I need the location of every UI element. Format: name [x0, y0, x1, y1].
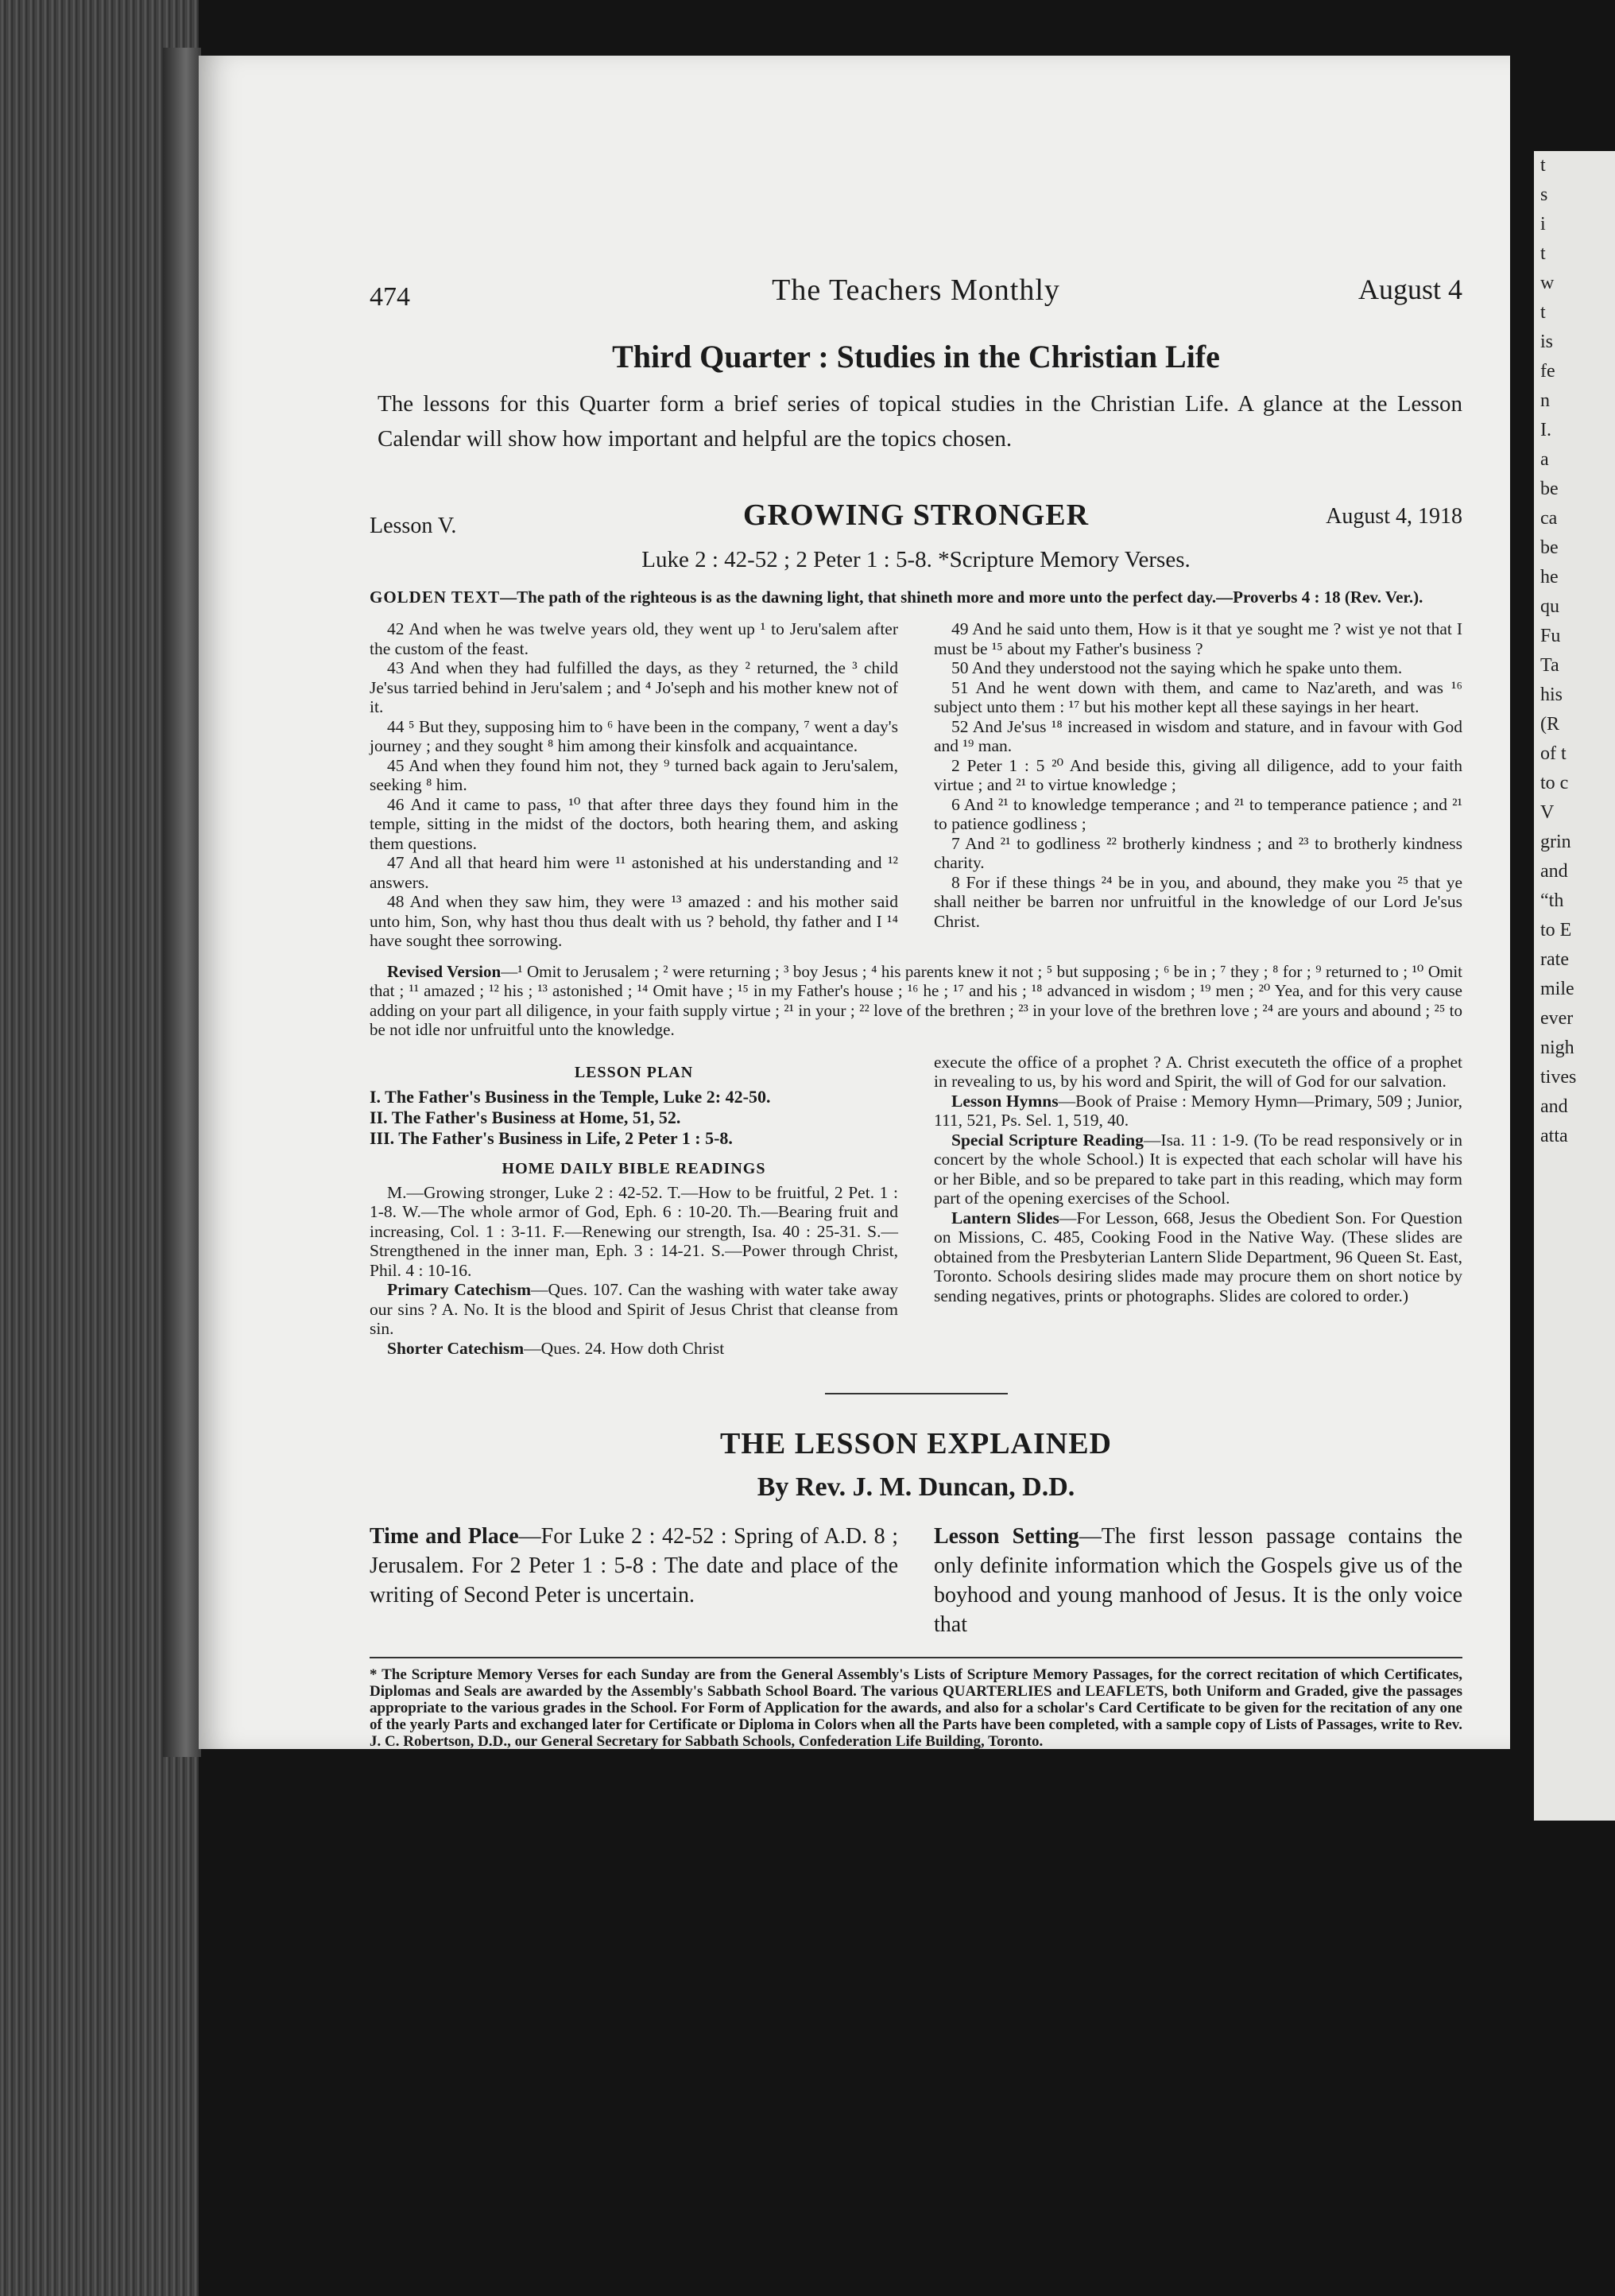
- shorter-catechism-label: Shorter Catechism: [387, 1338, 525, 1358]
- adjacent-page-fragment: qu: [1540, 596, 1559, 617]
- adjacent-page-fragment: (R: [1540, 714, 1559, 735]
- adjacent-page-fragment: i: [1540, 214, 1546, 235]
- revised-version: [370, 962, 1462, 1040]
- adjacent-page-fragment: t: [1540, 155, 1546, 176]
- lesson-number: Lesson V.: [370, 514, 457, 538]
- adjacent-page-fragment: tives: [1540, 1067, 1577, 1088]
- adjacent-page-fragment: ca: [1540, 508, 1558, 529]
- adjacent-page-fragment: ever: [1540, 1008, 1574, 1029]
- verse: 51 And he went down with them, and came to Naz'areth, and was ¹⁶ subject unto them : ¹⁷ but his mother kept all these sayings in her heart.: [934, 677, 1462, 716]
- adjacent-page-fragment: Fu: [1540, 626, 1561, 646]
- verse: 45 And when they found him not, they ⁹ turned back again to Jeru'salem, seeking ⁸ him.: [370, 755, 898, 794]
- verse: 49 And he said unto them, How is it that ye sought me ? wist ye not that I must be ¹⁵ about my Father's business ?: [934, 619, 1462, 658]
- adjacent-page-fragment: he: [1540, 567, 1559, 588]
- adjacent-page: [1534, 151, 1615, 1821]
- quarter-intro: The lessons for this Quarter form a brief series of topical studies in the Christian Life. A glance at the Lesson Calendar will show how important and helpful are the topics chosen.: [378, 391, 1462, 452]
- lesson-plan-heading: LESSON PLAN: [574, 1063, 694, 1081]
- revised-version-text: —¹ Omit to Jerusalem ; ² were returning ; ³ boy Jesus ; ⁴ his parents knew it not ; ⁵ but supposing ; ⁶ be in ; ⁷ they ; ⁸ for ; ⁹ returned to ; ¹⁰ Omit that ; ¹¹ amazed ; ¹² his ; ¹³ astonished ; ¹⁴ Omit have ; ¹⁵ in my Father's house ; ¹⁶ he ; ¹⁷ and his ; ¹⁸ advanced in wisdom ; ¹⁹ men ; ²⁰ Yea, and for this very cause adding on your part all diligence, in your faith supply virtue ; ²¹ in your ; ²² love of the brethren ; ²³ in your love of the brethren love ; ²⁴ are yours and abound ; ²⁵ to be not idle nor unfruitful unto the knowledge.: [370, 961, 1463, 1039]
- adjacent-page-fragment: of t: [1540, 743, 1567, 764]
- revised-version-label: Revised Version: [387, 961, 502, 981]
- verse: 44 ⁵ But they, supposing him to ⁶ have been in the company, ⁷ went a day's journey ; and they sought ⁸ him among their kinsfolk and acquaintance.: [370, 716, 898, 755]
- adjacent-page-fragment: Ta: [1540, 655, 1559, 676]
- author-byline: By Rev. J. M. Duncan, D.D.: [757, 1472, 1075, 1502]
- adjacent-page-fragment: s: [1540, 184, 1548, 205]
- page-content: [370, 266, 1462, 1750]
- section-divider: [825, 1393, 1008, 1394]
- adjacent-page-fragment: V: [1540, 802, 1555, 823]
- adjacent-page-fragment: is: [1540, 332, 1554, 352]
- adjacent-page-fragment: nigh: [1540, 1037, 1574, 1058]
- primary-catechism: [370, 1280, 898, 1339]
- issue-date: August 4: [1357, 273, 1462, 305]
- lantern-slides: [934, 1208, 1462, 1306]
- adjacent-page-fragment: atta: [1540, 1126, 1568, 1146]
- adjacent-page-fragment: a: [1540, 449, 1549, 470]
- verse: 6 And ²¹ to knowledge temperance ; and ²¹ to temperance patience ; and ²¹ to patience godliness ;: [934, 794, 1462, 833]
- page-stack-edge: [163, 48, 201, 1757]
- verse: 2 Peter 1 : 5 ²⁰ And beside this, giving all diligence, add to your faith virtue ; and ²¹ to virtue knowledge ;: [934, 755, 1462, 794]
- adjacent-page-fragment: and: [1540, 1096, 1568, 1117]
- notes-left-column: [370, 1053, 898, 1359]
- lesson-heading: [370, 498, 1462, 542]
- special-reading-label: Special Scripture Reading: [951, 1130, 1144, 1150]
- adjacent-page-fragment: to c: [1540, 773, 1569, 793]
- adjacent-page-fragment: t: [1540, 243, 1546, 264]
- adjacent-page-fragment: w: [1540, 273, 1555, 293]
- adjacent-page-fragment: rate: [1540, 949, 1569, 970]
- time-place-paragraph: [370, 1522, 898, 1610]
- lesson-setting: [934, 1522, 1462, 1639]
- verses-left-column: [370, 619, 898, 951]
- verse: 43 And when they had fulfilled the days, as they ² returned, the ³ child Je'sus tarried behind in Jeru'salem ; and ⁴ Jo'seph and his mother knew not of it.: [370, 658, 898, 716]
- lesson-plan-item: III. The Father's Business in Life, 2 Peter 1 : 5-8.: [370, 1127, 733, 1148]
- verse: 50 And they understood not the saying which he spake unto them.: [951, 658, 1403, 677]
- adjacent-page-fragment: be: [1540, 537, 1559, 558]
- adjacent-page-fragment: t: [1540, 302, 1546, 323]
- golden-text: [370, 588, 1462, 607]
- daily-readings-text: M.—Growing stronger, Luke 2 : 42-52. T.—How to be fruitful, 2 Pet. 1 : 1-8. W.—The whole armor of God, Eph. 6 : 10-20. Th.—Bearing fruit and increasing, Col. 1 : 3-11. F.—Renewing our strength, Isa. 40 : 25-31. S.—Strengthened in the inner man, Eph. 3 : 14-21. S.—Power through Christ, Phil. 4 : 10-16.: [370, 1182, 898, 1280]
- special-reading: [934, 1131, 1462, 1208]
- adjacent-page-fragment: and: [1540, 861, 1568, 882]
- page-number: 474: [370, 282, 410, 312]
- primary-catechism-label: Primary Catechism: [387, 1280, 532, 1299]
- quarter-title: Third Quarter : Studies in the Christian Life: [612, 339, 1220, 374]
- adjacent-page-fragment: be: [1540, 479, 1559, 499]
- time-and-place: [370, 1522, 898, 1639]
- lesson-plan: [370, 1087, 898, 1149]
- time-place-label: Time and Place: [370, 1524, 519, 1549]
- verse: 8 For if these things ²⁴ be in you, and abound, they make you ²⁵ that ye shall neither be barren nor unfruitful in the knowledge of our Lord Je'sus Christ.: [934, 872, 1462, 931]
- golden-text-body: —The path of the righteous is as the dawning light, that shineth more and more unto the perfect day.—Proverbs 4 : 18 (Rev. Ver.).: [500, 588, 1423, 607]
- lesson-hymns-text: —Book of Praise : Memory Hymn—Primary, 509 ; Junior, 111, 521, Ps. Sel. 1, 519, 40.: [934, 1091, 1462, 1130]
- lesson-setting-paragraph: [934, 1522, 1462, 1639]
- adjacent-page-fragment: “th: [1540, 890, 1564, 911]
- verse: 48 And when they saw him, they were ¹³ amazed : and his mother said unto him, Son, why hast thou thus dealt with us ? behold, thy father and I ¹⁴ have sought thee sorrowing.: [370, 892, 898, 950]
- adjacent-page-fragment: to E: [1540, 920, 1572, 941]
- scripture-reference: Luke 2 : 42-52 ; 2 Peter 1 : 5-8. *Scripture Memory Verses.: [641, 547, 1191, 572]
- time-place-text: —For Luke 2 : 42-52 : Spring of A.D. 8 ; Jerusalem. For 2 Peter 1 : 5-8 : The date and place of the writing of Second Peter is uncertain.: [370, 1524, 898, 1608]
- lesson-notes: [370, 1053, 1462, 1359]
- verse: 47 And all that heard him were ¹¹ astonished at his understanding and ¹² answers.: [370, 853, 898, 892]
- daily-readings: [370, 1183, 898, 1359]
- lesson-setting-label: Lesson Setting: [934, 1524, 1079, 1549]
- notes-right-column: [934, 1053, 1462, 1359]
- lesson-date: August 4, 1918: [1326, 504, 1462, 529]
- lesson-plan-item: II. The Father's Business at Home, 51, 52.: [370, 1107, 681, 1127]
- verse: 52 And Je'sus ¹⁸ increased in wisdom and stature, and in favour with God and ¹⁹ man.: [934, 716, 1462, 755]
- verse: 42 And when he was twelve years old, they went up ¹ to Jeru'salem after the custom of the feast.: [370, 619, 898, 658]
- adjacent-page-fragment: n: [1540, 390, 1550, 411]
- lesson-hymns: [934, 1092, 1462, 1131]
- running-header: [370, 266, 1462, 322]
- lantern-slides-label: Lantern Slides: [951, 1208, 1059, 1228]
- adjacent-page-fragment: fe: [1540, 361, 1555, 382]
- primary-catechism-text: —Ques. 107. Can the washing with water take away our sins ? A. No. It is the blood and Spirit of Jesus Christ that cleanse from sin.: [370, 1280, 898, 1338]
- shorter-catechism-continued: execute the office of a prophet ? A. Christ executeth the office of a prophet in revealing to us, by his word and Spirit, the will of God for our salvation.: [934, 1052, 1462, 1091]
- scripture-verses: [370, 619, 1462, 951]
- readings-heading: HOME DAILY BIBLE READINGS: [502, 1159, 766, 1177]
- lesson-plan-item: I. The Father's Business in the Temple, Luke 2: 42-50.: [370, 1086, 771, 1107]
- verse: 7 And ²¹ to godliness ²² brotherly kindness ; and ²³ to brotherly kindness charity.: [934, 833, 1462, 872]
- shorter-catechism: [370, 1339, 898, 1359]
- lesson-title: GROWING STRONGER: [742, 498, 1090, 532]
- verse: 46 And it came to pass, ¹⁰ that after three days they found him in the temple, sitting in the midst of the doctors, both hearing them, and asking them questions.: [370, 794, 898, 853]
- lesson-hymns-label: Lesson Hymns: [951, 1091, 1059, 1111]
- explained-title: THE LESSON EXPLAINED: [719, 1427, 1112, 1460]
- adjacent-page-fragment: I.: [1540, 420, 1551, 440]
- special-reading-text: —Isa. 11 : 1-9. (To be read responsively or in concert by the whole School.) It is expected that each scholar will have his or her Bible, and so be prepared to take part in this reading, which may form part of the opening exercises of the School.: [934, 1130, 1462, 1208]
- journal-title: The Teachers Monthly: [772, 273, 1060, 307]
- explained-columns: [370, 1522, 1462, 1639]
- footnote-divider: [370, 1657, 1462, 1658]
- footnote: * The Scripture Memory Verses for each Sunday are from the General Assembly's Lists of Scripture Memory Passages, for the correct recitation of which Certificates, Diplomas and Seals are awarded by the Assembly's Sabbath School Board. The various QUARTERLIES and LEAFLETS, both Uniform and Graded, give the passages appropriate to the various grades in the School. For Form of Application for the awards, and also for a scholar's Card Certificate to be given for the recitation of any one of the yearly Parts and exchanged later for Certificate or Diploma in Colors when all the Parts have been completed, with a sample copy of Lists of Passages, write to Rev. J. C. Robertson, D.D., our General Secretary for Sabbath Schools, Confederation Life Building, Toronto.: [370, 1666, 1462, 1750]
- adjacent-page-fragment: his: [1540, 685, 1563, 705]
- adjacent-page-fragment: mile: [1540, 979, 1574, 999]
- book-page: [199, 56, 1510, 1749]
- lesson-setting-text: —The first lesson passage contains the only definite information which the Gospels give us of the boyhood and young manhood of Jesus. It is the only voice that: [934, 1524, 1462, 1637]
- verses-right-column: [934, 619, 1462, 951]
- lantern-slides-text: —For Lesson, 668, Jesus the Obedient Son. For Question on Missions, C. 485, Cooking Food in the Native Way. (These slides are obtained from the Presbyterian Lantern Slide Department, 96 Queen St. East, Toronto. Schools desiring slides made may procure them on short notice by sending negatives, prints or photographs. Slides are colored to order.): [934, 1208, 1462, 1305]
- shorter-catechism-text: —Ques. 24. How doth Christ: [524, 1338, 725, 1358]
- adjacent-page-fragment: grin: [1540, 832, 1571, 852]
- golden-text-label: GOLDEN TEXT: [370, 588, 501, 607]
